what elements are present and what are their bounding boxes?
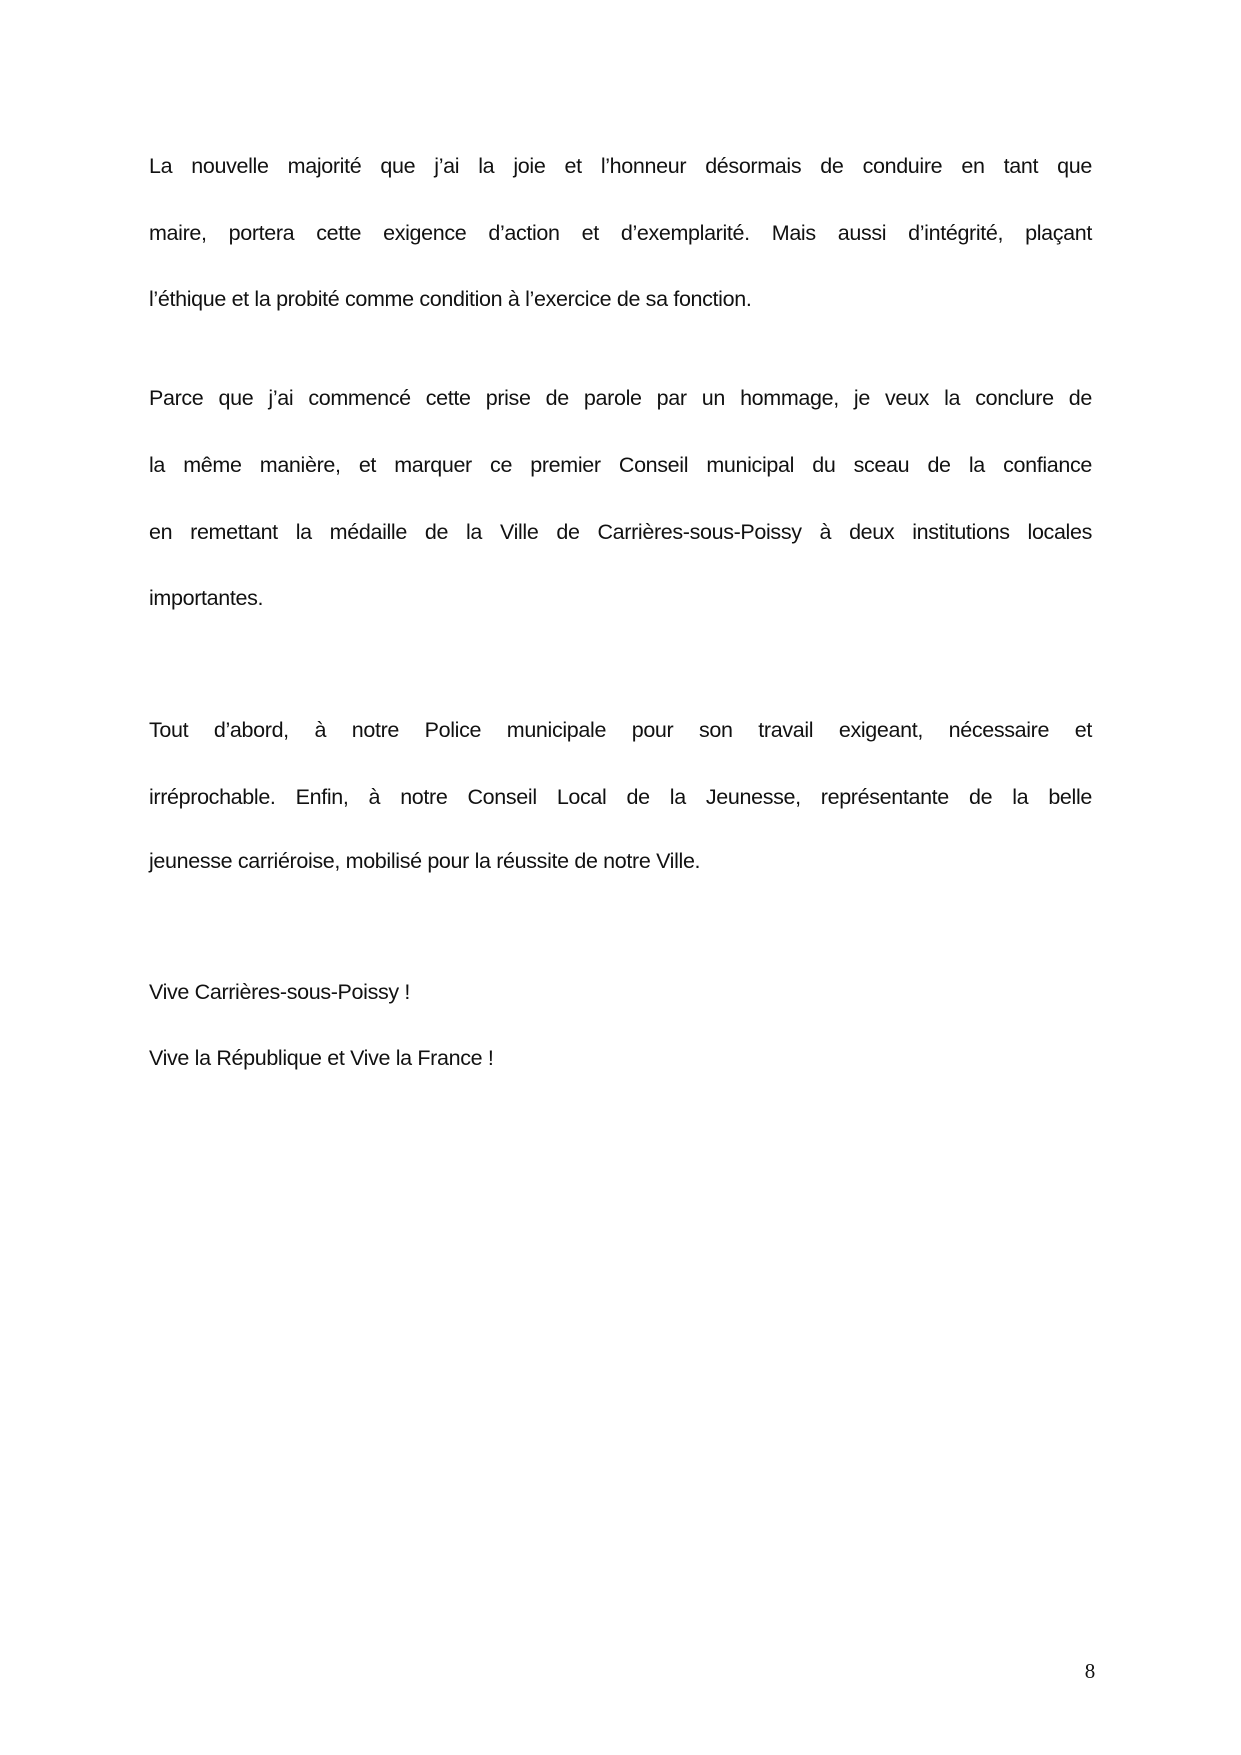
paragraph-line: l’éthique et la probité comme condition à l’exercice de sa fonction.: [149, 287, 752, 311]
paragraph-line: jeunesse carriéroise, mobilisé pour la réussite de notre Ville.: [149, 849, 701, 873]
paragraph-line: maire, portera cette exigence d’action et d’exemplarité. Mais aussi d’intégrité, plaçant: [149, 221, 1092, 245]
paragraph-line: importantes.: [149, 586, 264, 610]
paragraph-line: la même manière, et marquer ce premier Conseil municipal du sceau de la confiance: [149, 453, 1092, 477]
closing-line: Vive la République et Vive la France !: [149, 1046, 494, 1070]
paragraph-line: Parce que j’ai commencé cette prise de parole par un hommage, je veux la conclure de: [149, 386, 1092, 410]
paragraph-line: en remettant la médaille de la Ville de Carrières-sous-Poissy à deux institutions locales: [149, 520, 1092, 544]
paragraph-line: irréprochable. Enfin, à notre Conseil Local de la Jeunesse, représentante de la belle: [149, 785, 1092, 809]
closing-line: Vive Carrières-sous-Poissy !: [149, 980, 411, 1004]
paragraph-line: Tout d’abord, à notre Police municipale pour son travail exigeant, nécessaire et: [149, 718, 1092, 742]
page-number: 8: [1084, 1659, 1096, 1683]
paragraph-line: La nouvelle majorité que j’ai la joie et l’honneur désormais de conduire en tant que: [149, 154, 1092, 178]
